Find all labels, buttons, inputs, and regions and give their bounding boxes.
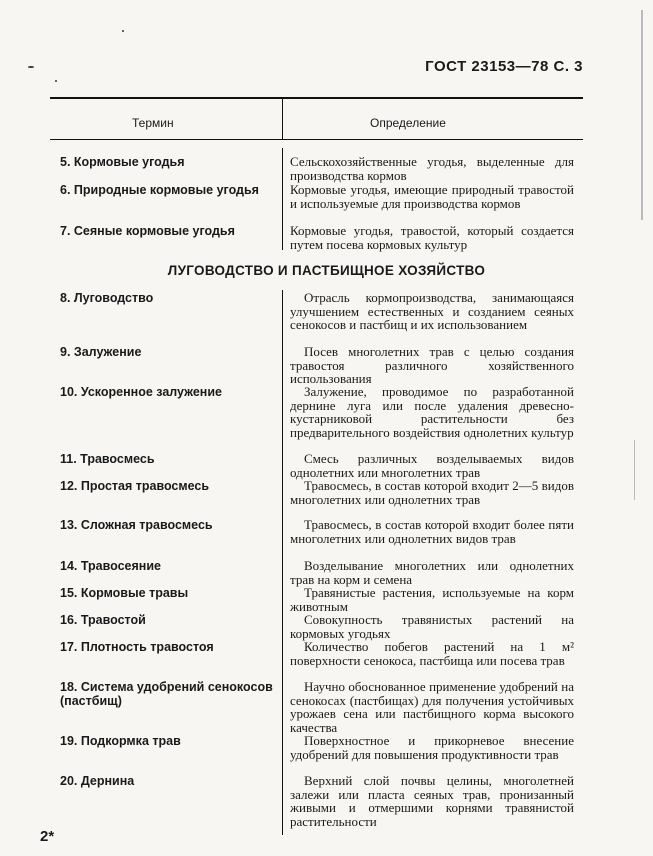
- definition: Травосмесь, в состав которой входит 2—5 видов многолетних или однолетних трав: [290, 478, 574, 507]
- term: 12. Простая травосмесь: [60, 479, 210, 493]
- scan-edge: [634, 440, 635, 500]
- definition: Научно обоснованное применение удобрений на сенокосах (пастбищах) для получения устойчивых урожаев сена или пастбищного корма высокого качества: [290, 679, 574, 735]
- definition: Сельскохозяйственные угодья, выделенные для производства кормов: [290, 154, 574, 183]
- table-header-rule: [50, 139, 583, 140]
- term: 10. Ускоренное залужение: [60, 385, 222, 399]
- definition: Залужение, проводимое по разработанной дернине луга или после удаления древесно-кустарниковой растительности без предварительного воздействия однолетних культур: [290, 384, 574, 440]
- definition: Совокупность травянистых растений на кормовых угодьях: [290, 612, 574, 641]
- term: 6. Природные кормовые угодья: [60, 183, 259, 197]
- term: 13. Сложная травосмесь: [60, 518, 213, 532]
- column-header-definition: Определение: [370, 116, 446, 130]
- vertical-rule-lower: [282, 290, 283, 835]
- term: 14. Травосеяние: [60, 559, 161, 573]
- term: 15. Кормовые травы: [60, 586, 189, 600]
- vertical-rule-upper: [282, 148, 283, 250]
- definition: Верхний слой почвы целины, многолетней залежи или пласта сеяных трав, пронизанный живыми и отмершими корнями травянистой растительности: [290, 773, 574, 829]
- scan-edge: [641, 10, 643, 220]
- table-header-divider: [282, 99, 283, 139]
- definition: Возделывание многолетних или однолетних трав на корм и семена: [290, 558, 574, 587]
- page-header: ГОСТ 23153—78 С. 3: [425, 58, 583, 75]
- page-number: 2*: [40, 828, 55, 845]
- definition: Количество побегов растений на 1 м² поверхности сенокоса, пастбища или посева трав: [290, 639, 574, 668]
- term: 11. Травосмесь: [60, 452, 155, 466]
- scan-speck: [28, 66, 34, 68]
- definition: Кормовые угодья, имеющие природный травостой и используемые для производства кормов: [290, 182, 574, 211]
- term: 7. Сеяные кормовые угодья: [60, 224, 235, 238]
- term: 17. Плотность травостоя: [60, 640, 214, 654]
- section-title: ЛУГОВОДСТВО И ПАСТБИЩНОЕ ХОЗЯЙСТВО: [167, 263, 486, 278]
- term: 8. Луговодство: [60, 291, 154, 305]
- definition: Отрасль кормопроизводства, занимающаяся улучшением естественных и созданием сеяных сенокосов и пастбищ и их использованием: [290, 290, 574, 332]
- scan-speck: [55, 80, 57, 82]
- scan-speck: [122, 30, 124, 32]
- term: 19. Подкормка трав: [60, 734, 181, 748]
- column-header-term: Термин: [132, 116, 174, 130]
- term: 16. Травостой: [60, 613, 146, 627]
- term: 18. Система удобрений сенокосов (пастбищ): [60, 680, 273, 708]
- table-top-rule: [50, 97, 583, 99]
- term: 9. Залужение: [60, 345, 142, 359]
- definition: Поверхностное и прикорневое внесение удобрений для повышения продуктивности трав: [290, 733, 574, 762]
- definition: Травосмесь, в состав которой входит более пяти многолетних или однолетних видов трав: [290, 517, 574, 546]
- definition: Кормовые угодья, травостой, который создается путем посева кормовых культур: [290, 223, 574, 252]
- definition: Смесь различных возделываемых видов однолетних или многолетних трав: [290, 451, 574, 480]
- definition: Посев многолетних трав с целью создания травостоя различного хозяйственного использования: [290, 344, 574, 386]
- definition: Травянистые растения, используемые на корм животным: [290, 585, 574, 614]
- term: 5. Кормовые угодья: [60, 155, 185, 169]
- term: 20. Дернина: [60, 774, 135, 788]
